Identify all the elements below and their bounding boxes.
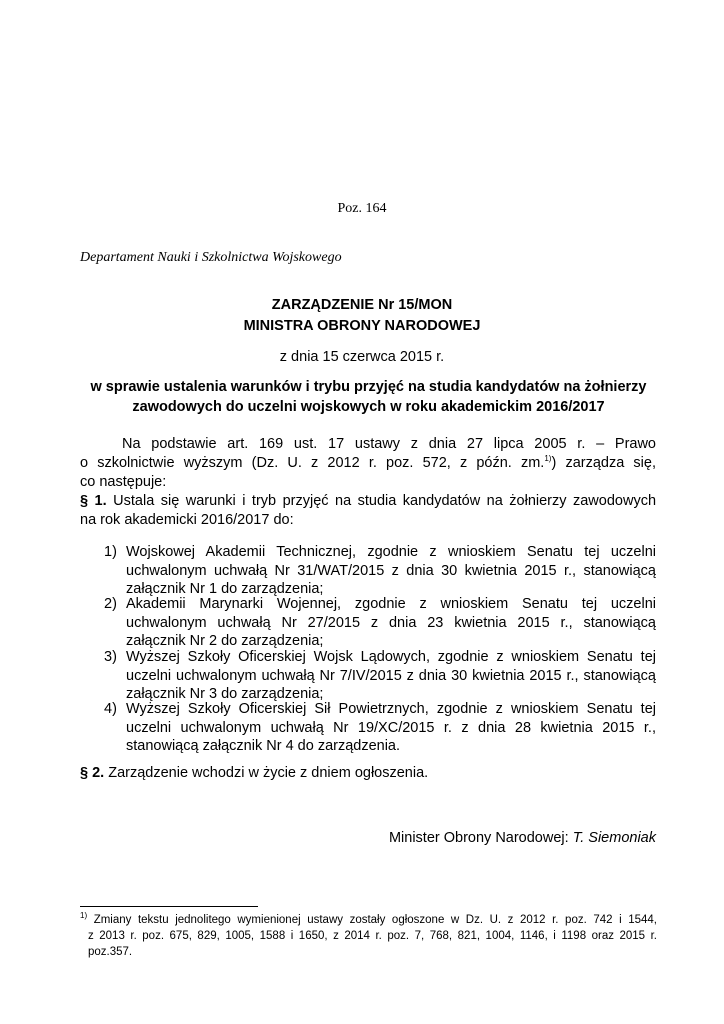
document-date: z dnia 15 czerwca 2015 r.: [279, 349, 445, 365]
preamble-line-2-text: o szkolnictwie wyższym (Dz. U. z 2012 r. poz. 572, z późn. zm.: [80, 455, 545, 471]
section-2-line: [80, 764, 656, 783]
footnote: [80, 912, 657, 960]
list-item-number: 2): [104, 596, 117, 612]
section-1-mark: § 1.: [80, 493, 107, 509]
section-2: [80, 764, 656, 783]
list-item-line: uczelni uchwalonym uchwałą Nr 19/XC/2015 r. z dnia 28 kwietnia 2015 r.,: [126, 719, 656, 736]
list-item: [104, 595, 656, 651]
footnote-mark: 1): [80, 911, 88, 921]
list-item: [104, 648, 656, 704]
issuer-title: MINISTRA OBRONY NARODOWEJ: [243, 318, 481, 334]
list-item-line: Wyższej Szkoły Oficerskiej Sił Powietrznych, zgodnie z wnioskiem Senatu tej: [126, 701, 656, 717]
footnote-reference: 1): [544, 454, 552, 464]
section-1-text: Ustala się warunki i tryb przyjęć na studia kandydatów na żołnierzy zawodowych: [113, 493, 657, 509]
section-2-text: Zarządzenie wchodzi w życie z dniem ogłoszenia.: [108, 765, 429, 781]
list-item-line: Wyższej Szkoły Oficerskiej Wojsk Lądowych, zgodnie z wnioskiem Senatu tej: [126, 649, 656, 665]
footnote-line-2: z 2013 r. poz. 675, 829, 1005, 1588 i 1650, z 2014 r. poz. 7, 768, 821, 1004, 1146, i 1198 oraz 2015 r.: [88, 930, 657, 942]
department-name: Departament Nauki i Szkolnictwa Wojskowego: [80, 250, 342, 265]
preamble: [80, 435, 656, 492]
footnote-line-3: poz.357.: [88, 946, 133, 958]
signature: [389, 830, 656, 846]
document-subject: [80, 377, 657, 417]
signature-role: Minister Obrony Narodowej:: [388, 830, 573, 846]
list-item: [104, 700, 656, 756]
footnote-divider: [80, 906, 258, 907]
list-item-line: Akademii Marynarki Wojennej, zgodnie z wnioskiem Senatu tej uczelni: [126, 596, 656, 612]
section-1: [80, 492, 656, 530]
preamble-line-1: Na podstawie art. 169 ust. 17 ustawy z dnia 27 lipca 2005 r. – Prawo: [122, 436, 656, 452]
list-item-line: stanowiącą załącznik Nr 4 do zarządzenia.: [126, 738, 401, 754]
document-title: ZARZĄDZENIE Nr 15/MON: [271, 297, 453, 313]
section-1-line-2: na rok akademicki 2016/2017 do:: [80, 512, 294, 528]
list-item-line: załącznik Nr 1 do zarządzenia;: [126, 581, 324, 597]
position-number: Poz. 164: [337, 201, 387, 216]
signature-name: T. Siemoniak: [572, 830, 656, 846]
list-item-line: załącznik Nr 3 do zarządzenia;: [126, 686, 324, 702]
list-item-line: uchwalonym uchwałą Nr 27/2015 z dnia 23 kwietnia 2015 r., stanowiącą: [126, 614, 656, 631]
list-item-line: uchwalonym uchwałą Nr 31/WAT/2015 z dnia 30 kwietnia 2015 r., stanowiącą: [126, 562, 656, 579]
list-item-number: 1): [104, 544, 117, 560]
list-item: [104, 543, 656, 599]
preamble-line-3: co następuje:: [80, 474, 167, 490]
subject-line-1: w sprawie ustalenia warunków i trybu przyjęć na studia kandydatów na żołnierzy: [90, 379, 647, 395]
footnote-line-1-text: Zmiany tekstu jednolitego wymienionej ustawy zostały ogłoszone w Dz. U. z 2012 r. poz. 742 i 1544,: [93, 914, 657, 926]
list-item-line: Wojskowej Akademii Technicznej, zgodnie z wnioskiem Senatu tej uczelni: [126, 544, 656, 560]
list-item-line: uczelni uchwalonym uchwałą Nr 7/IV/2015 z dnia 30 kwietnia 2015 r., stanowiącą: [126, 667, 656, 684]
list-item-line: załącznik Nr 2 do zarządzenia;: [126, 633, 324, 649]
section-2-mark: § 2.: [80, 765, 105, 781]
list-item-number: 4): [104, 701, 117, 717]
preamble-line-2-end: ) zarządza się,: [551, 455, 656, 471]
footnote-line-1: [80, 912, 657, 928]
section-1-line-1: [80, 492, 656, 511]
list-item-number: 3): [104, 649, 117, 665]
subject-line-2: zawodowych do uczelni wojskowych w roku akademickim 2016/2017: [132, 399, 605, 415]
preamble-line-2: [80, 454, 656, 473]
